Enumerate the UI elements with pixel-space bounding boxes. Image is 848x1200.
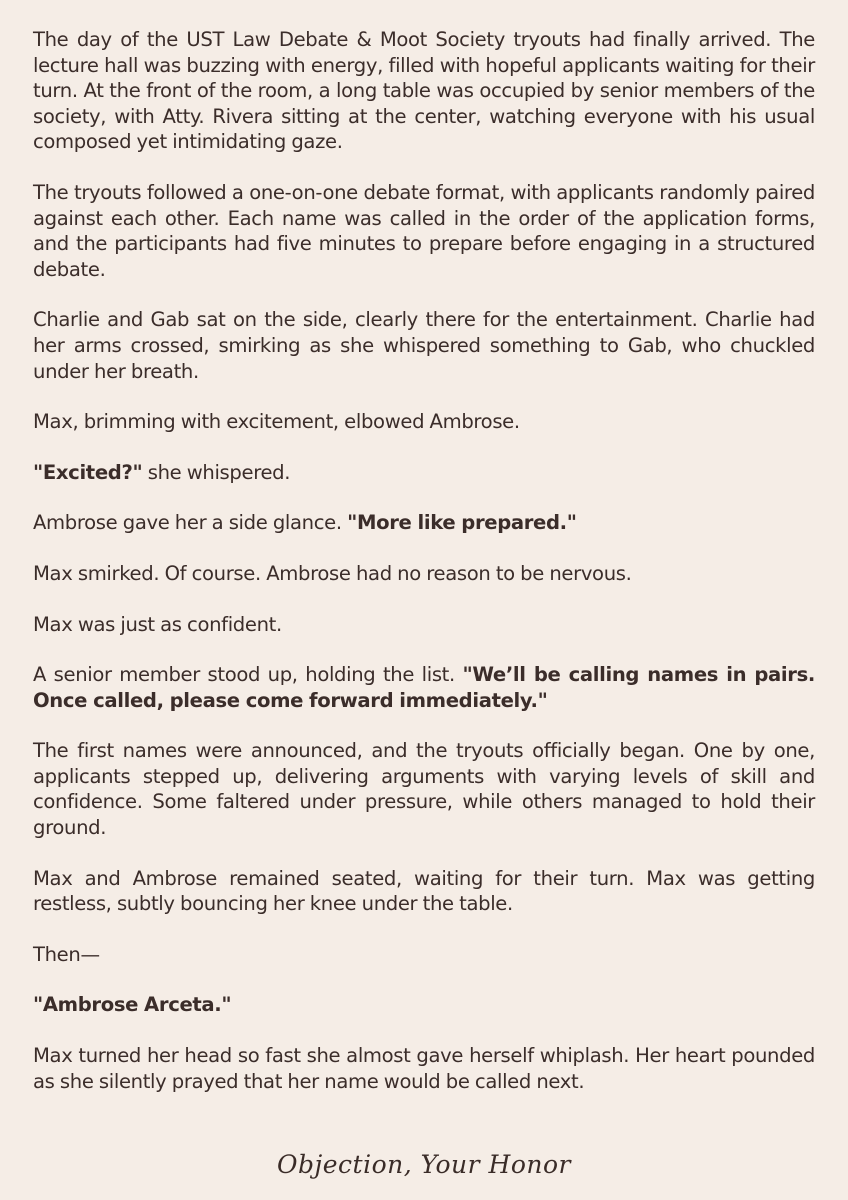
story-body <box>33 27 815 1119</box>
story-paragraph <box>33 942 815 968</box>
narration-text: Max and Ambrose remained seated, waiting for their turn. Max was getting restless, subtly bouncing her knee under the table. <box>33 866 815 916</box>
narration-text: she whispered. <box>142 460 291 484</box>
story-paragraph <box>33 1043 815 1094</box>
narration-text: Max turned her head so fast she almost gave herself whiplash. Her heart pounded as she silently prayed that her name would be called next. <box>33 1044 815 1093</box>
narration-text: The day of the UST Law Debate & Moot Society tryouts had finally arrived. The lecture hall was buzzing with energy, filled with hopeful applicants waiting for their turn. At the front of the room, a long table was occupied by senior members of the society, with Atty. Rivera sitting at the center, watching everyone with his usual composed yet intimidating gaze. <box>33 28 815 154</box>
dialogue-text: "We’ll be calling names in pairs. Once called, please come forward immediately." <box>33 663 815 712</box>
dialogue-text: "Ambrose Arceta." <box>33 993 232 1017</box>
story-paragraph <box>33 460 815 486</box>
narration-text: Max smirked. Of course. Ambrose had no reason to be nervous. <box>33 561 632 585</box>
narration-text: Max was just as confident. <box>33 612 282 636</box>
narration-text: The first names were announced, and the tryouts officially began. One by one, applicants stepped up, delivering arguments with varying levels of skill and confidence. Some faltered under pressure, while others managed to hold their ground. <box>33 739 815 840</box>
story-paragraph <box>33 612 815 638</box>
story-paragraph <box>33 409 815 435</box>
narration-text: A senior member stood up, holding the list. <box>33 663 463 687</box>
story-paragraph <box>33 866 815 917</box>
dialogue-text: "More like prepared." <box>347 511 577 535</box>
story-paragraph <box>33 307 815 384</box>
story-paragraph <box>33 27 815 155</box>
story-paragraph <box>33 992 815 1018</box>
narration-text: Max, brimming with excitement, elbowed Ambrose. <box>33 410 520 434</box>
narration-text: Ambrose gave her a side glance. <box>33 511 348 535</box>
story-paragraph <box>33 561 815 587</box>
story-paragraph <box>33 510 815 536</box>
story-paragraph <box>33 662 815 713</box>
narration-text: The tryouts followed a one-on-one debate format, with applicants randomly paired against each other. Each name was called in the order of the application forms, and the participants had five minutes to prepare before engaging in a structured debate. <box>33 180 815 281</box>
narration-text: Then— <box>33 942 100 966</box>
narration-text: Charlie and Gab sat on the side, clearly there for the entertainment. Charlie had her arms crossed, smirking as she whispered something to Gab, who chuckled under her breath. <box>33 308 815 383</box>
dialogue-text: "Excited?" <box>33 460 143 484</box>
story-paragraph <box>33 738 815 840</box>
story-paragraph <box>33 180 815 282</box>
footer-signature: Objection, Your Honor <box>277 1150 571 1179</box>
